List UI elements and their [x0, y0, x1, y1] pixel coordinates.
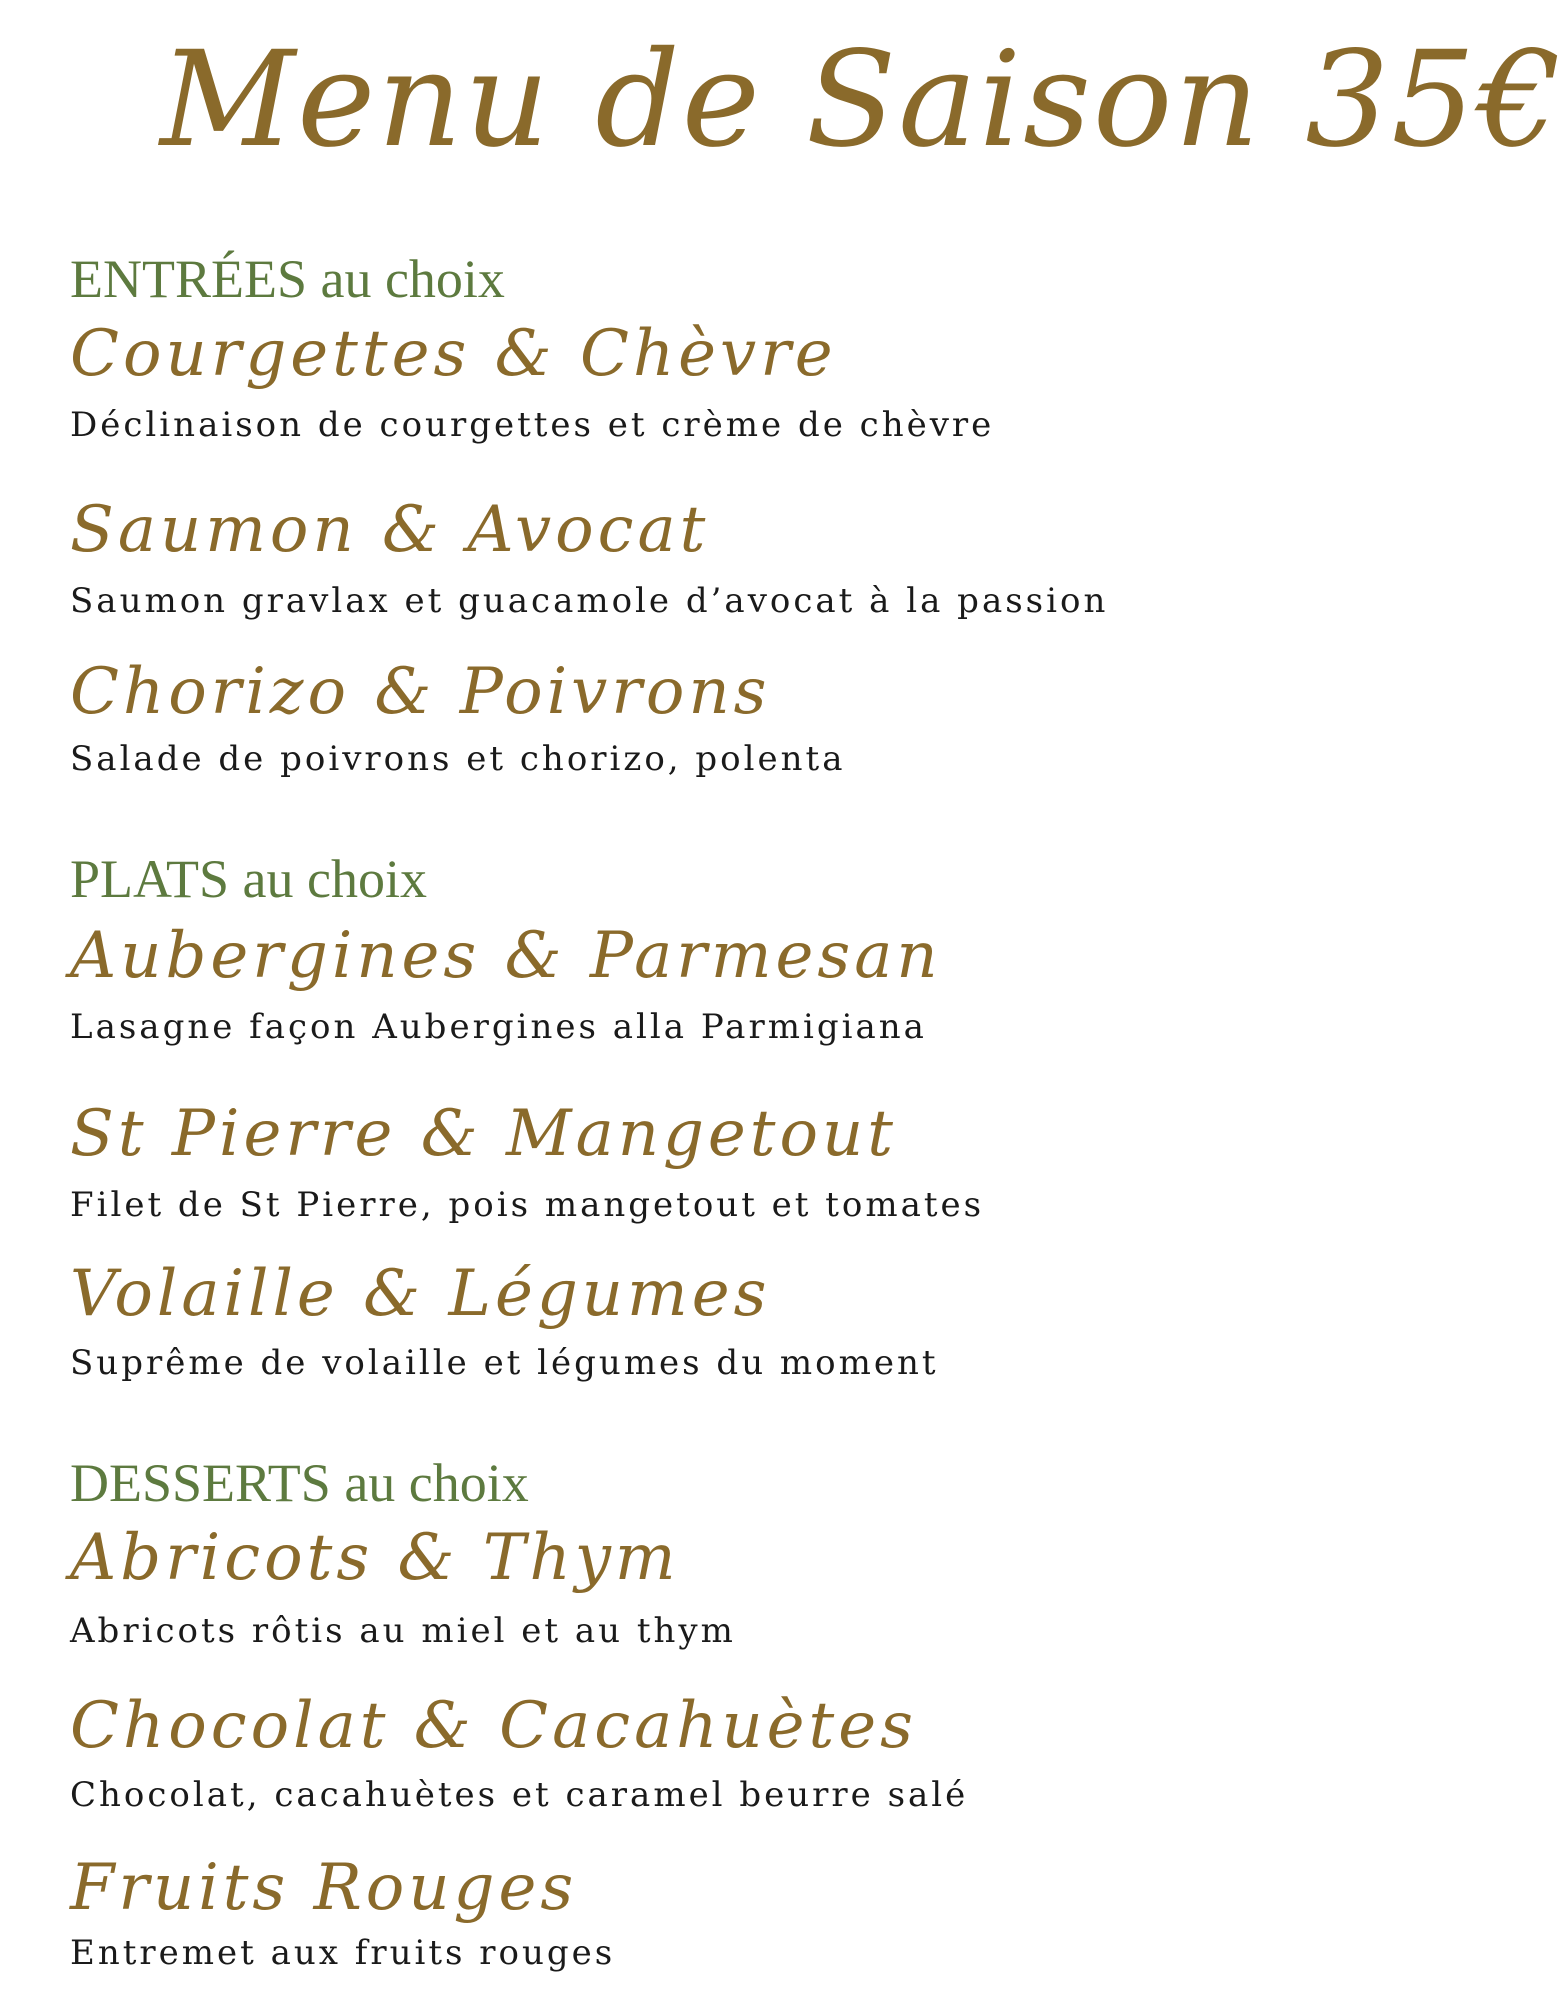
- dish-name: Abricots & Thym: [70, 1521, 680, 1595]
- dish-name: Saumon & Avocat: [70, 493, 710, 567]
- dish-description: Saumon gravlax et guacamole d’avocat à la passion: [70, 581, 1109, 621]
- dish-name: Volaille & Légumes: [70, 1257, 771, 1331]
- dish-name: Courgettes & Chèvre: [70, 317, 837, 391]
- section-heading-desserts: DESSERTS au choix: [70, 1453, 529, 1513]
- dish-description: Salade de poivrons et chorizo, polenta: [70, 739, 846, 779]
- dish-name: St Pierre & Mangetout: [70, 1097, 897, 1171]
- dish-name: Chorizo & Poivrons: [70, 655, 771, 729]
- dish-description: Lasagne façon Aubergines alla Parmigiana: [70, 1007, 927, 1047]
- menu-title: Menu de Saison 35€: [160, 23, 1563, 177]
- dish-description: Abricots rôtis au miel et au thym: [70, 1611, 736, 1651]
- dish-name: Chocolat & Cacahuètes: [70, 1689, 917, 1763]
- section-heading-entrees: ENTRÉES au choix: [70, 249, 505, 309]
- dish-description: Déclinaison de courgettes et crème de chèvre: [70, 405, 995, 445]
- dish-description: Chocolat, cacahuètes et caramel beurre salé: [70, 1775, 969, 1815]
- dish-name: Fruits Rouges: [70, 1851, 578, 1925]
- dish-name: Aubergines & Parmesan: [70, 919, 942, 993]
- dish-description: Entremet aux fruits rouges: [70, 1933, 616, 1973]
- dish-description: Suprême de volaille et légumes du moment: [70, 1343, 939, 1383]
- section-heading-plats: PLATS au choix: [70, 849, 427, 909]
- dish-description: Filet de St Pierre, pois mangetout et tomates: [70, 1185, 985, 1225]
